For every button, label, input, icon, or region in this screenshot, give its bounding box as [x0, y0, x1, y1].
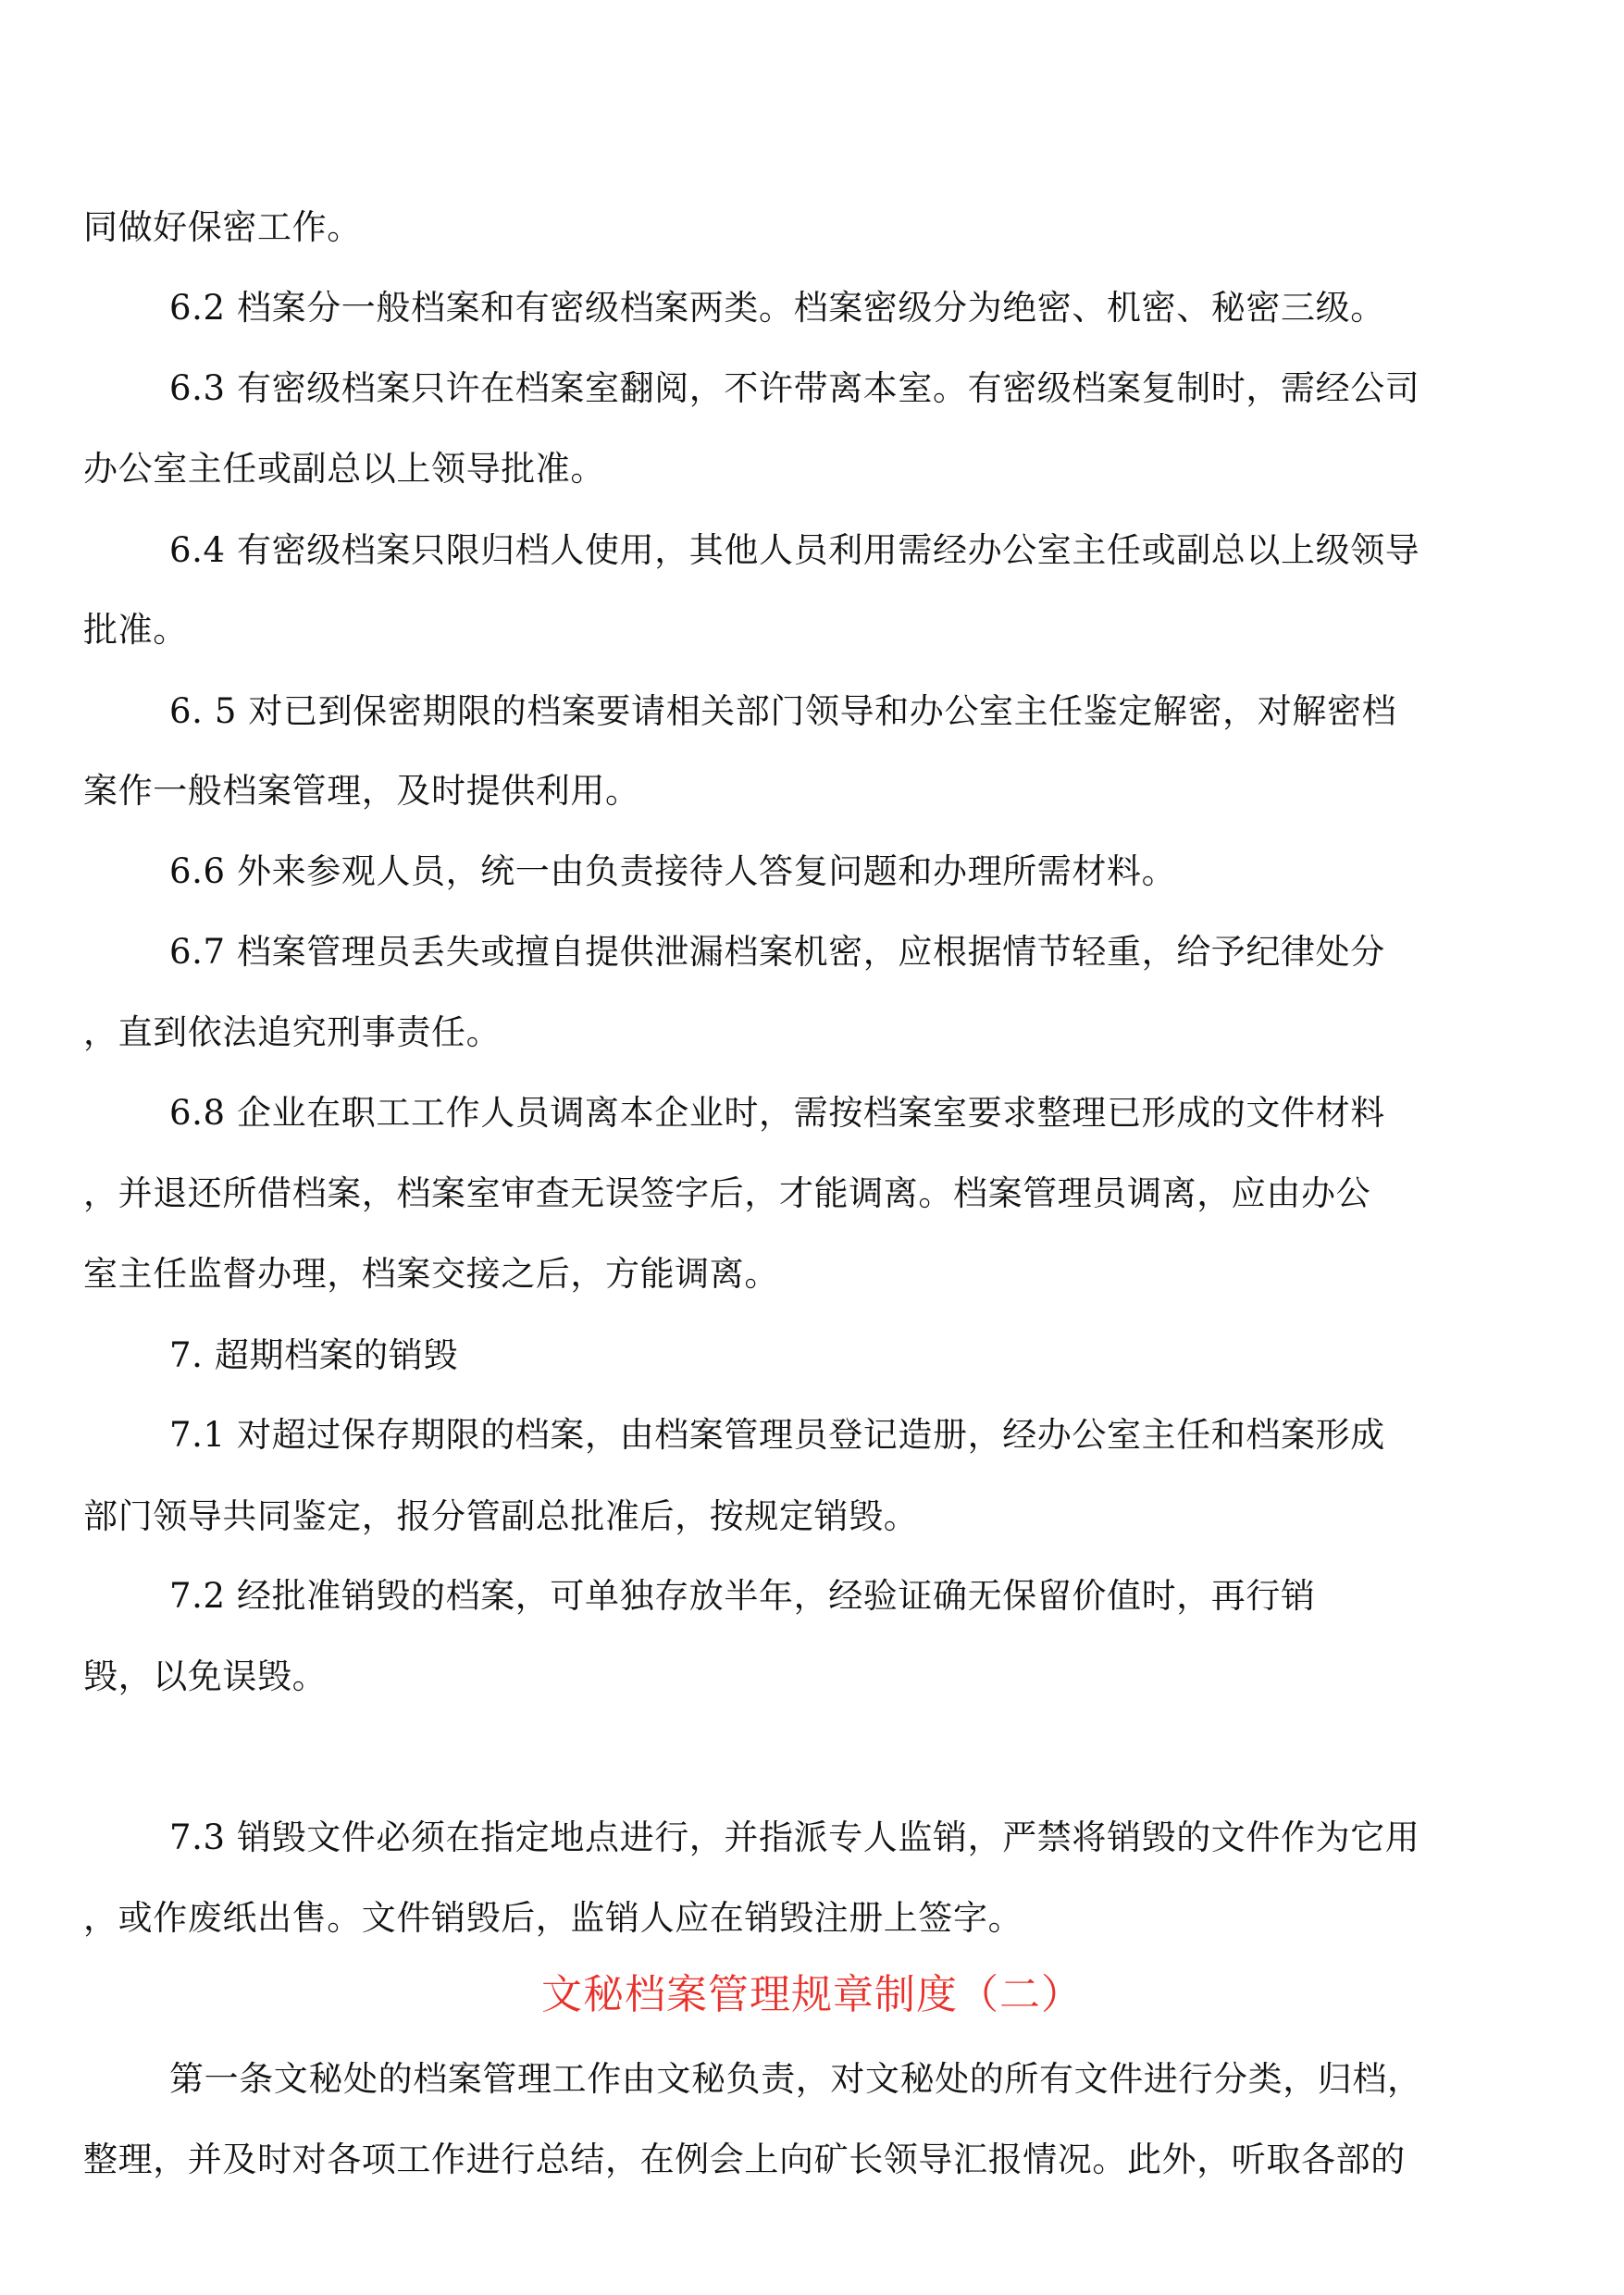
- text-line: 7. 超期档案的销毁: [169, 1335, 459, 1375]
- text-line: ，直到依法追究刑事责任。: [83, 1012, 502, 1052]
- text-line: 同做好保密工作。: [83, 207, 362, 247]
- text-line: 6.4 有密级档案只限归档人使用，其他人员利用需经办公室主任或副总以上级领导: [169, 530, 1420, 570]
- text-line: 6.8 企业在职工工作人员调离本企业时，需按档案室要求整理已形成的文件材料: [169, 1093, 1385, 1133]
- text-line: 6.2 档案分一般档案和有密级档案两类。档案密级分为绝密、机密、秘密三级。: [169, 288, 1385, 328]
- text-line: 6.7 档案管理员丢失或擅自提供泄漏档案机密，应根据情节轻重，给予纪律处分: [169, 932, 1385, 972]
- text-line: 6.6 外来参观人员，统一由负责接待人答复问题和办理所需材料。: [169, 851, 1177, 891]
- text-line: 7.2 经批准销毁的档案，可单独存放半年，经验证确无保留价值时，再行销: [169, 1576, 1316, 1616]
- text-line: 6.3 有密级档案只许在档案室翻阅，不许带离本室。有密级档案复制时，需经公司: [169, 368, 1420, 408]
- text-line: 室主任监督办理，档案交接之后，方能调离。: [83, 1254, 779, 1294]
- section-heading: 文秘档案管理规章制度（二）: [541, 1971, 1083, 2018]
- text-line: ，或作废纸出售。文件销毁后，监销人应在销毁注册上签字。: [83, 1898, 1023, 1938]
- text-line: 批准。: [83, 610, 188, 650]
- text-line: 7.3 销毁文件必须在指定地点进行，并指派专人监销，严禁将销毁的文件作为它用: [169, 1817, 1420, 1857]
- text-line: 7.1 对超过保存期限的档案，由档案管理员登记造册，经办公室主任和档案形成: [169, 1415, 1385, 1455]
- text-line: 毁，以免误毁。: [83, 1656, 328, 1696]
- text-line: ，并退还所借档案，档案室审查无误签字后，才能调离。档案管理员调离，应由办公: [83, 1173, 1371, 1213]
- text-line: 案作一般档案管理，及时提供利用。: [83, 771, 640, 811]
- text-line: 部门领导共同鉴定，报分管副总批准后，按规定销毁。: [83, 1496, 919, 1536]
- text-line: 6. 5 对已到保密期限的档案要请相关部门领导和办公室主任鉴定解密，对解密档: [169, 691, 1397, 731]
- text-line: 整理，并及时对各项工作进行总结，在例会上向矿长领导汇报情况。此外，听取各部的: [83, 2140, 1406, 2179]
- text-line: 办公室主任或副总以上领导批准。: [83, 449, 605, 489]
- text-line: 第一条文秘处的档案管理工作由文秘负责，对文秘处的所有文件进行分类，归档，: [169, 2059, 1422, 2099]
